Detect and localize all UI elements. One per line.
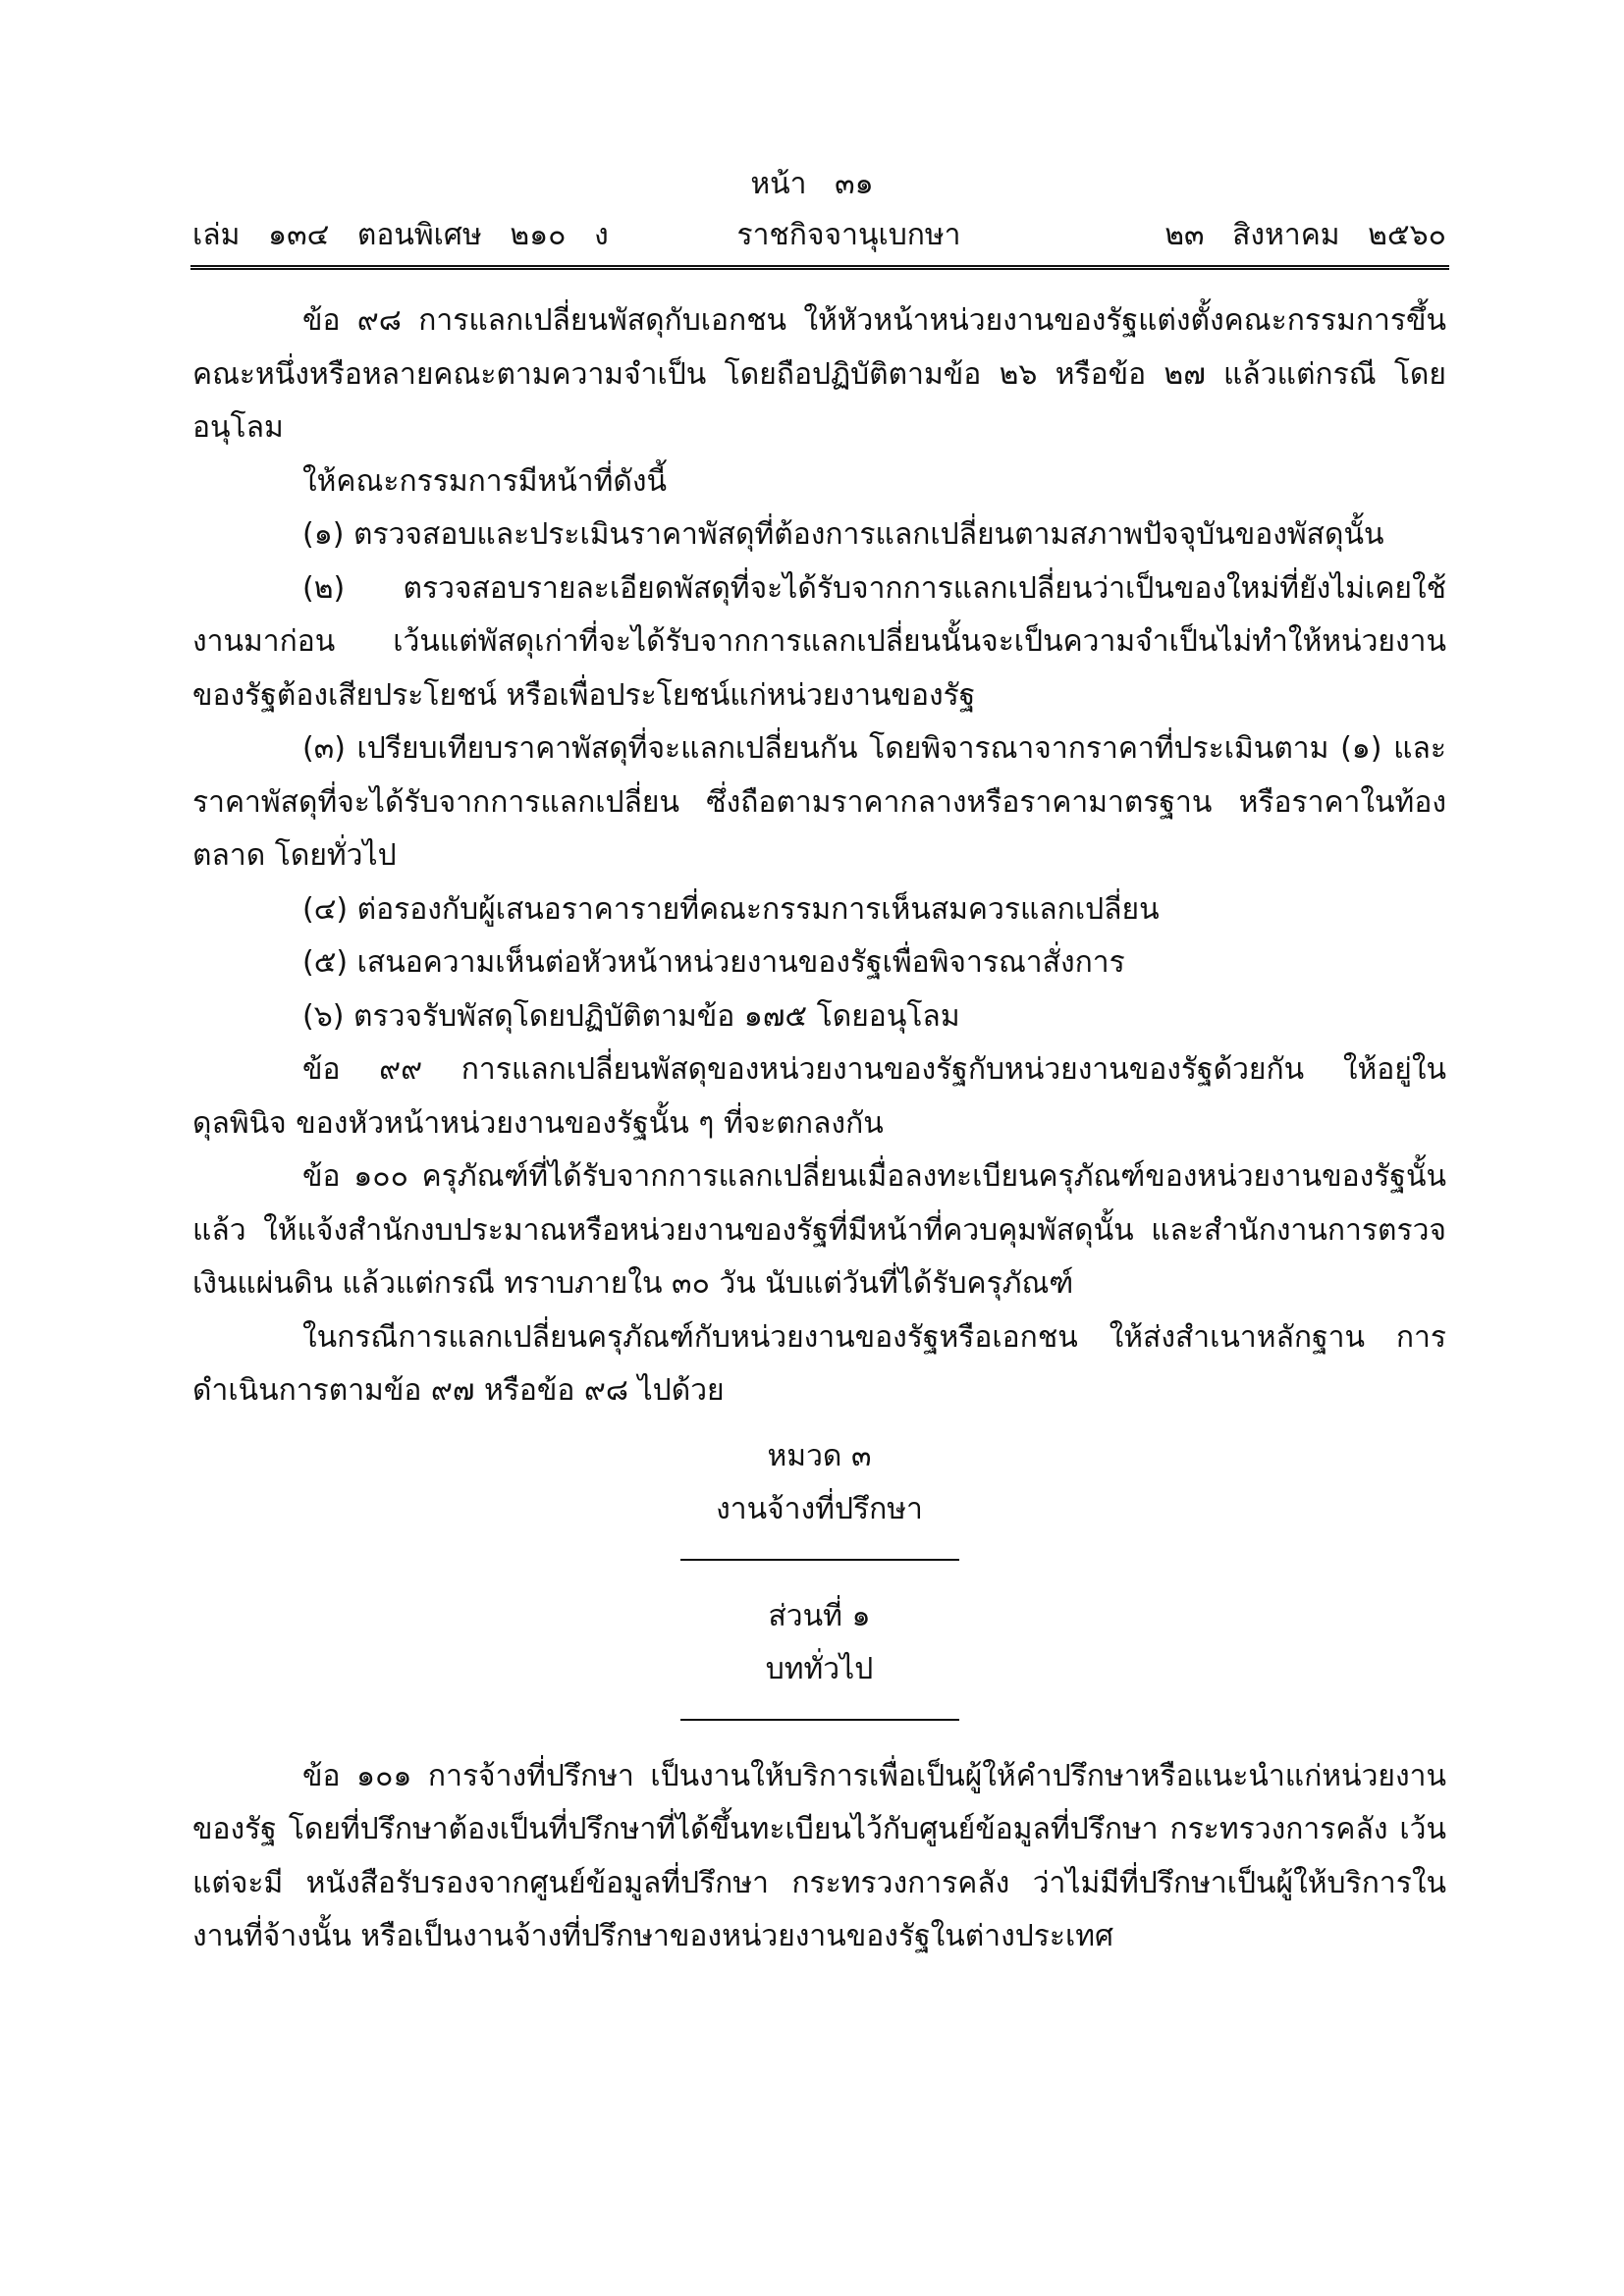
duty-item-6: (๖) ตรวจรับพัสดุโดยปฏิบัติตามข้อ ๑๗๕ โดยอนุโลม — [302, 998, 960, 1034]
duty-item-2: (๒) ตรวจสอบรายละเอียดพัสดุที่จะได้รับจากการแลกเปลี่ยนว่าเป็นของใหม่ที่ยังไม่เคยใช้งานมาก่อน เว้นแต่พัสดุเก่าที่จะได้รับจากการแลกเปลี่ยนนั้นจะเป็นความจำเป็นไม่ทำให้หน่วยงานของรัฐต้องเสียประโยชน์ หรือเพื่อประโยชน์แก่หน่วยงานของรัฐ — [192, 570, 1446, 713]
section-title: บททั่วไป — [765, 1652, 874, 1686]
chapter-divider — [680, 1559, 959, 1561]
chapter-title: งานจ้างที่ปรึกษา — [716, 1492, 923, 1526]
running-header — [192, 214, 1446, 257]
clause-100: ข้อ ๑๐๐ ครุภัณฑ์ที่ได้รับจากการแลกเปลี่ยนเมื่อลงทะเบียนครุภัณฑ์ของหน่วยงานของรัฐนั้นแล้ว ให้แจ้งสำนักงบประมาณหรือหน่วยงานของรัฐที่มีหน้าที่ควบคุมพัสดุนั้น และสำนักงานการตรวจเงินแผ่นดิน แล้วแต่กรณี ทราบภายใน ๓๐ วัน นับแต่วันที่ได้รับครุภัณฑ์ — [192, 1159, 1446, 1301]
clause-100-paragraph-2: ในกรณีการแลกเปลี่ยนครุภัณฑ์กับหน่วยงานของรัฐหรือเอกชน ให้ส่งสำเนาหลักฐาน การดำเนินการตามข้อ ๙๗ หรือข้อ ๙๘ ไปด้วย — [192, 1319, 1446, 1408]
duty-item-3: (๓) เปรียบเทียบราคาพัสดุที่จะแลกเปลี่ยนกัน โดยพิจารณาจากราคาที่ประเมินตาม (๑) และราคาพัสดุที่จะได้รับจากการแลกเปลี่ยน ซึ่งถือตามราคากลางหรือราคามาตรฐาน หรือราคาในท้องตลาด โดยทั่วไป — [192, 731, 1446, 873]
section-divider — [680, 1719, 959, 1721]
document-body — [192, 294, 1446, 1964]
chapter-number: หมวด ๓ — [767, 1438, 872, 1473]
clause-101: ข้อ ๑๐๑ การจ้างที่ปรึกษา เป็นงานให้บริการเพื่อเป็นผู้ให้คำปรึกษาหรือแนะนำแก่หน่วยงานของรัฐ โดยที่ปรึกษาต้องเป็นที่ปรึกษาที่ได้ขึ้นทะเบียนไว้กับศูนย์ข้อมูลที่ปรึกษา กระทรวงการคลัง เว้นแต่จะมี หนังสือรับรองจากศูนย์ข้อมูลที่ปรึกษา กระทรวงการคลัง ว่าไม่มีที่ปรึกษาเป็นผู้ให้บริการในงานที่จ้างนั้น หรือเป็นงานจ้างที่ปรึกษาของหน่วยงานของรัฐในต่างประเทศ — [192, 1758, 1446, 1953]
header-divider — [190, 265, 1449, 267]
volume-issue: เล่ม ๑๓๔ ตอนพิเศษ ๒๑๐ ง — [192, 218, 609, 252]
spacer — [192, 1418, 1446, 1430]
committee-duties-intro: ให้คณะกรรมการมีหน้าที่ดังนี้ — [302, 463, 668, 499]
duty-item-4: (๔) ต่อรองกับผู้เสนอราคารายที่คณะกรรมการเห็นสมควรแลกเปลี่ยน — [302, 891, 1160, 927]
page-number: หน้า ๓๑ — [750, 167, 874, 201]
publication-date: ๒๓ สิงหาคม ๒๕๖๐ — [1164, 218, 1446, 252]
publication-name: ราชกิจจานุเบกษา — [736, 218, 961, 252]
section-number: ส่วนที่ ๑ — [768, 1598, 871, 1633]
duty-item-5: (๕) เสนอความเห็นต่อหัวหน้าหน่วยงานของรัฐเพื่อพิจารณาสั่งการ — [302, 945, 1125, 980]
duty-item-1: (๑) ตรวจสอบและประเมินราคาพัสดุที่ต้องการแลกเปลี่ยนตามสภาพปัจจุบันของพัสดุนั้น — [302, 517, 1384, 552]
clause-99: ข้อ ๙๙ การแลกเปลี่ยนพัสดุของหน่วยงานของรัฐกับหน่วยงานของรัฐด้วยกัน ให้อยู่ในดุลพินิจ ของหัวหน้าหน่วยงานของรัฐนั้น ๆ ที่จะตกลงกัน — [192, 1052, 1446, 1141]
clause-98: ข้อ ๙๘ การแลกเปลี่ยนพัสดุกับเอกชน ให้หัวหน้าหน่วยงานของรัฐแต่งตั้งคณะกรรมการขึ้นคณะหนึ่งหรือหลายคณะตามความจำเป็น โดยถือปฏิบัติตามข้อ ๒๖ หรือข้อ ๒๗ แล้วแต่กรณี โดยอนุโลม — [192, 303, 1446, 445]
